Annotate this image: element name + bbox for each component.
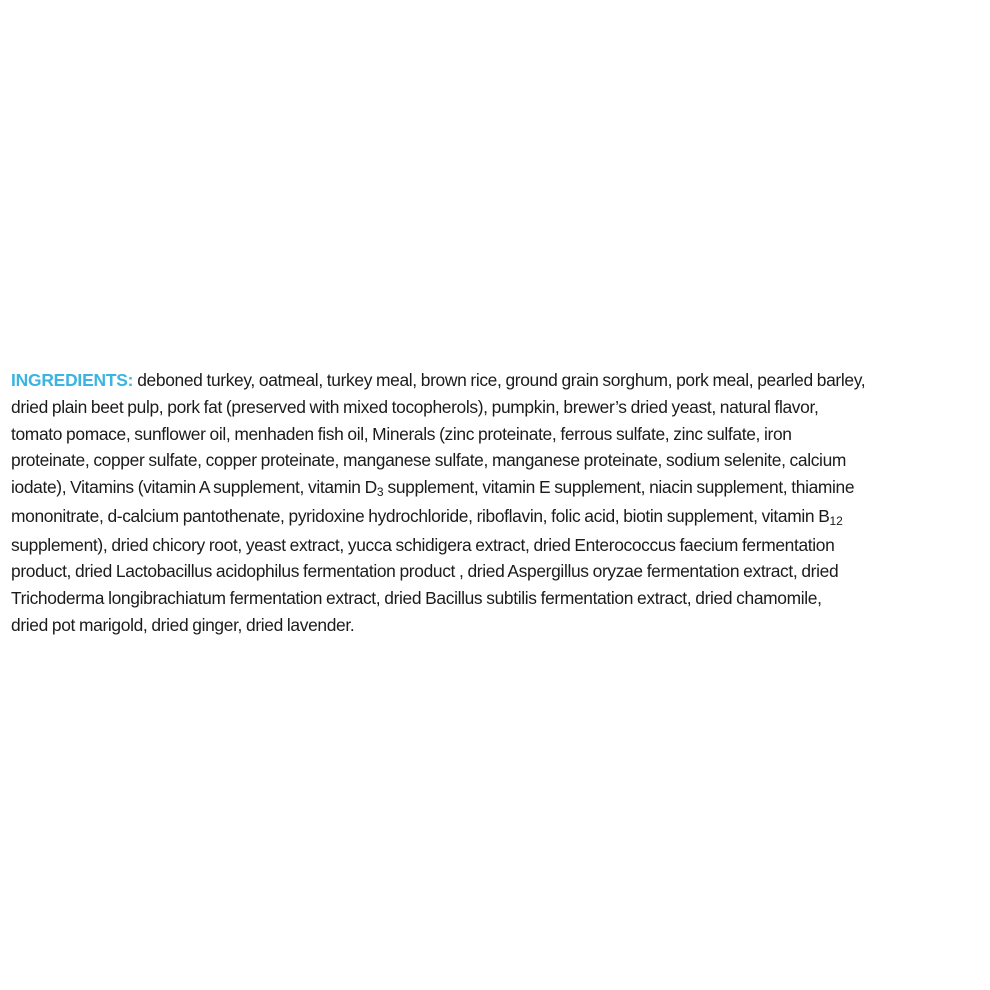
ingredients-text: deboned turkey, oatmeal, turkey meal, brown rice, ground grain sorghum, pork meal, pearled barley, bbox=[133, 370, 866, 390]
ingredients-line-3: tomato pomace, sunflower oil, menhaden fish oil, Minerals (zinc proteinate, ferrous sulfate, zinc sulfate, iron bbox=[11, 423, 792, 444]
ingredients-line-4: proteinate, copper sulfate, copper proteinate, manganese sulfate, manganese proteinate, sodium selenite, calcium bbox=[11, 450, 847, 471]
ingredients-line-2: dried plain beet pulp, pork fat (preserved with mixed tocopherols), pumpkin, brewer’s dried yeast, natural flavor, bbox=[11, 396, 819, 417]
ingredients-text: supplement, vitamin E supplement, niacin supplement, thiamine bbox=[383, 477, 855, 497]
ingredients-line-8: product, dried Lactobacillus acidophilus fermentation product , dried Aspergillus oryzae fermentation extract, dried bbox=[11, 561, 839, 582]
ingredients-line-10: dried pot marigold, dried ginger, dried lavender. bbox=[11, 614, 355, 635]
ingredients-line-1 bbox=[11, 367, 986, 394]
subscript: 12 bbox=[829, 513, 843, 528]
ingredients-line-6 bbox=[11, 503, 986, 532]
ingredients-text: iodate), Vitamins (vitamin A supplement, vitamin D bbox=[11, 477, 377, 497]
ingredients-line-7: supplement), dried chicory root, yeast extract, yucca schidigera extract, dried Enterococcus faecium fermentation bbox=[11, 534, 835, 555]
subscript: 3 bbox=[376, 485, 384, 499]
ingredients-line-5 bbox=[11, 474, 986, 503]
ingredients-panel bbox=[11, 367, 986, 639]
ingredients-line-9: Trichoderma longibrachiatum fermentation extract, dried Bacillus subtilis fermentation extract, dried chamomile, bbox=[11, 588, 822, 608]
ingredients-label: INGREDIENTS: bbox=[11, 370, 134, 390]
ingredients-text: mononitrate, d-calcium pantothenate, pyridoxine hydrochloride, riboflavin, folic acid, biotin supplement, vitamin B bbox=[11, 505, 830, 526]
